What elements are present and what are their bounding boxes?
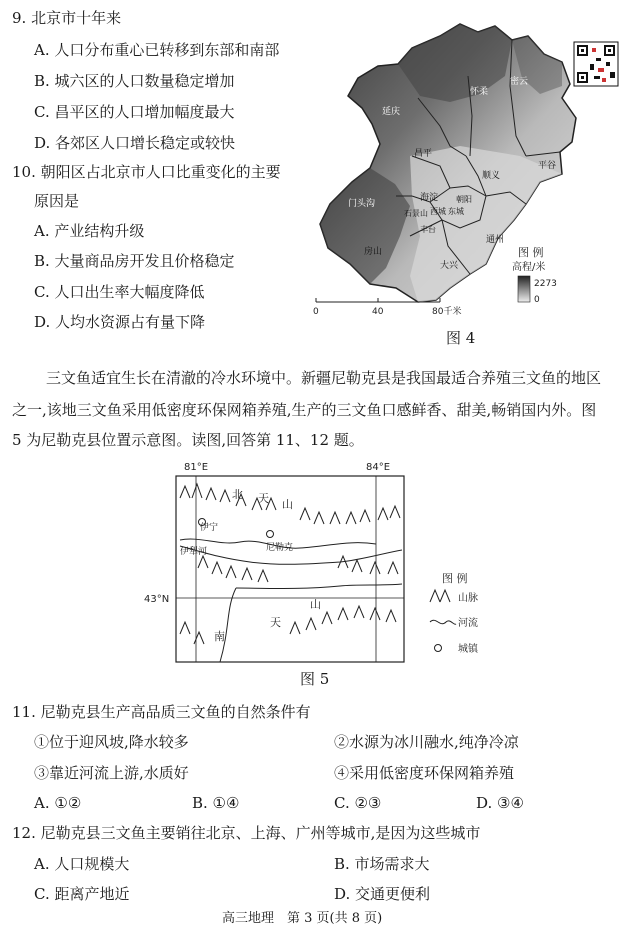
fig4-caption: 图 4 — [446, 329, 476, 347]
legend-mountain-icon — [430, 590, 450, 602]
label-xicheng: 西城 — [430, 207, 446, 216]
label-tian-north: 天 — [258, 492, 269, 505]
label-tongzhou: 通州 — [486, 235, 505, 245]
label-shijingshan: 石景山 — [404, 209, 428, 218]
scale-0: 0 — [313, 307, 319, 317]
legend-river: 河流 — [458, 618, 478, 629]
q12-option-d: D. 交通更便利 — [334, 885, 431, 903]
fig4-legend-title: 图 例 — [518, 246, 544, 259]
legend-town: 城镇 — [458, 644, 478, 655]
legend-mountain: 山脉 — [458, 593, 478, 604]
q11-option-a: A. ①② — [34, 794, 82, 812]
q10-option-b: B. 大量商品房开发且价格稳定 — [34, 252, 235, 270]
q10-option-d: D. 人均水资源占有量下降 — [34, 313, 206, 331]
q10-option-c: C. 人口出生率大幅度降低 — [34, 283, 205, 301]
nileke-location-map — [140, 458, 540, 664]
label-nan: 南 — [214, 630, 225, 643]
q10-option-a: A. 产业结构升级 — [34, 222, 145, 240]
intro-line3: 5 为尼勒克县位置示意图。读图,回答第 11、12 题。 — [12, 431, 364, 449]
label-yili-river: 伊犁河 — [180, 547, 208, 557]
legend-town-icon — [435, 645, 442, 652]
q9-option-b: B. 城六区的人口数量稳定增加 — [34, 72, 235, 90]
q11-item-4: ④采用低密度环保网箱养殖 — [334, 764, 515, 782]
q9-stem: 9. 北京市十年来 — [12, 9, 122, 27]
q11-item-3: ③靠近河流上游,水质好 — [34, 764, 189, 782]
label-bei: 北 — [232, 488, 243, 501]
label-nileke: 尼勒克 — [266, 543, 294, 553]
q10-stem-line2: 原因是 — [34, 192, 80, 210]
label-43n: 43°N — [144, 594, 170, 605]
q12-option-c: C. 距离产地近 — [34, 885, 130, 903]
q11-option-c: C. ②③ — [334, 794, 382, 812]
q9-option-a: A. 人口分布重心已转移到东部和南部 — [34, 41, 280, 59]
scale-40: 40 — [372, 307, 384, 317]
intro-line2: 之一,该地三文鱼采用低密度环保网箱养殖,生产的三文鱼口感鲜香、甜美,畅销国内外。图 — [12, 401, 597, 419]
label-pinggu: 平谷 — [538, 161, 557, 171]
legend-river-icon — [430, 620, 456, 624]
intro-line1: 三文鱼适宜生长在清澈的冷水环境中。新疆尼勒克县是我国最适合养殖三文鱼的地区 — [46, 369, 602, 387]
fig4-legend-label: 高程/米 — [512, 262, 546, 273]
q12-option-b: B. 市场需求大 — [334, 855, 430, 873]
label-changping: 昌平 — [414, 149, 433, 159]
q9-option-c: C. 昌平区的人口增加幅度最大 — [34, 103, 235, 121]
scale-80: 80千米 — [432, 307, 462, 317]
label-fengtai: 丰台 — [420, 225, 436, 234]
elevation-legend-bar — [518, 276, 530, 302]
town-nileke — [267, 531, 274, 538]
q11-item-2: ②水源为冰川融水,纯净冷凉 — [334, 733, 519, 751]
label-chaoyang: 朝阳 — [456, 195, 472, 204]
beijing-elevation-map — [300, 6, 620, 346]
label-yanqing: 延庆 — [382, 107, 401, 117]
label-mentougou: 门头沟 — [348, 199, 376, 209]
label-dongcheng: 东城 — [448, 207, 464, 216]
label-huairou: 怀柔 — [470, 87, 489, 97]
page-footer: 高三地理 第 3 页(共 8 页) — [222, 911, 383, 926]
label-daxing: 大兴 — [440, 261, 459, 271]
label-tian-south: 天 — [270, 616, 281, 629]
q11-item-1: ①位于迎风坡,降水较多 — [34, 733, 189, 751]
legend-max: 2273 — [534, 279, 557, 289]
q9-option-d: D. 各郊区人口增长稳定或较快 — [34, 134, 236, 152]
q12-option-a: A. 人口规模大 — [34, 855, 130, 873]
label-84e: 84°E — [366, 462, 391, 473]
label-miyun: 密云 — [510, 77, 529, 87]
q12-stem: 12. 尼勒克县三文鱼主要销往北京、上海、广州等城市,是因为这些城市 — [12, 824, 481, 842]
label-haidian: 海淀 — [420, 193, 439, 203]
label-shan-south: 山 — [310, 598, 321, 611]
label-81e: 81°E — [184, 462, 209, 473]
q11-stem: 11. 尼勒克县生产高品质三文鱼的自然条件有 — [12, 703, 311, 721]
q11-option-b: B. ①④ — [192, 794, 240, 812]
fig5-caption: 图 5 — [300, 670, 330, 688]
label-fangshan: 房山 — [364, 247, 383, 257]
q10-stem-line1: 10. 朝阳区占北京市人口比重变化的主要 — [12, 163, 281, 181]
qr-code — [574, 42, 618, 86]
fig5-legend-title: 图 例 — [442, 572, 468, 585]
q11-option-d: D. ③④ — [476, 794, 524, 812]
label-shan-north: 山 — [282, 498, 293, 511]
label-shunyi: 顺义 — [482, 171, 501, 181]
label-yining: 伊宁 — [200, 523, 219, 533]
legend-min: 0 — [534, 295, 540, 305]
